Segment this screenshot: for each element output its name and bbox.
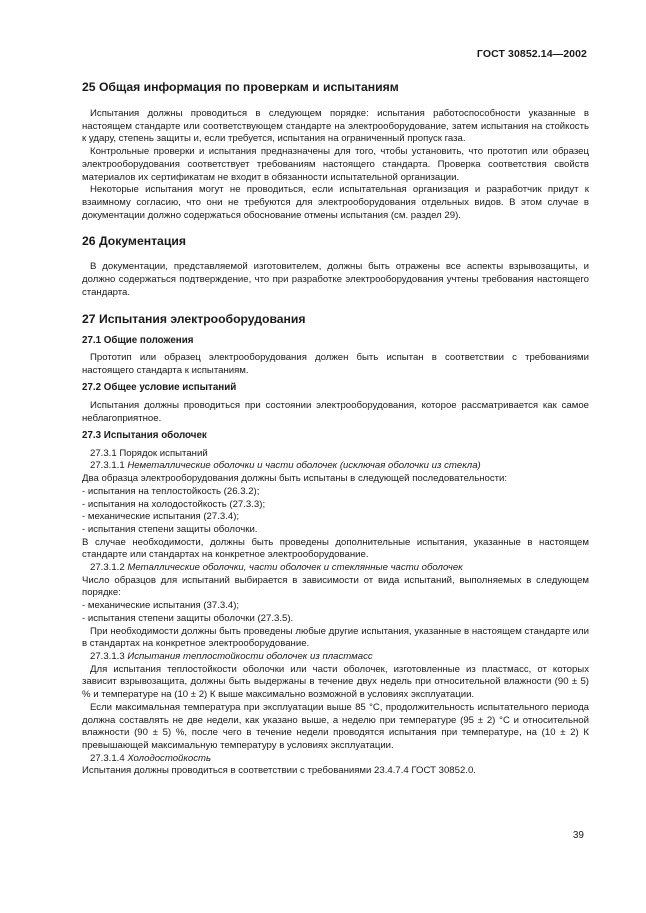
text-paragraph: Число образцов для испытаний выбирается в зависимости от вида испытаний, выполняемых в следующем порядке:	[82, 574, 589, 599]
list-item: - испытания на холодостойкость (27.3.3);	[82, 498, 266, 510]
clause-number: 27.3.1.3	[90, 651, 128, 662]
section-25-title: 25 Общая информация по проверкам и испытаниям	[82, 80, 399, 94]
text-paragraph: Для испытания теплостойкости оболочки или части оболочек, изготовленные из пластмасс, от которых зависит взрывозащита, должны быть выдержаны в течение двух недель при относительной влажности (90 ± 5) % и температуре на (10 ± 2) К выше максимально возможной в условиях эксплуатации.	[82, 663, 589, 701]
list-item: - испытания на теплостойкость (26.3.2);	[82, 485, 260, 497]
subsection-27-3-title: 27.3 Испытания оболочек	[82, 430, 207, 442]
clause-title: Металлические оболочки, части оболочек и стеклянные части оболочек	[127, 562, 463, 574]
clause-number: 27.3.1.2	[90, 562, 128, 574]
clause-27-3-1-4	[82, 753, 589, 766]
document-id-header: ГОСТ 30852.14—2002	[476, 48, 587, 60]
text-line: Испытания должны проводиться в соответствии с требованиями 23.4.7.4 ГОСТ 30852.0.	[82, 765, 476, 777]
subsection-27-2-paragraph: Испытания должны проводиться при состоянии электрооборудования, которое рассматривается как самое неблагоприятное.	[82, 399, 589, 424]
section-25-paragraph-3: Некоторые испытания могут не проводиться, если испытательная организация и разработчик придут к взаимному согласию, что они не требуются для электрооборудования отдельных видов. В этом случае в документации должно содержаться обоснование отмены испытания (см. раздел 29).	[82, 184, 589, 221]
section-25-paragraph-1: Испытания должны проводиться в следующем порядке: испытания работоспособности указанные в настоящем стандарте или соответствующем стандарте на электрооборудование, затем испытания на стойкость к удару, степень защиты и, если требуется, испытания на ограниченный пропуск газа.	[82, 108, 589, 145]
subsection-27-1-paragraph: Прототип или образец электрооборудования должен быть испытан в соответствии с требованиями настоящего стандарта к испытаниям.	[82, 351, 589, 376]
subsection-27-1-title: 27.1 Общие положения	[82, 335, 194, 347]
list-item: - механические испытания (37.3.4);	[82, 600, 240, 612]
clause-number: 27.3.1.4	[90, 752, 128, 764]
section-25-paragraph-2: Контрольные проверки и испытания предназначены для того, чтобы установить, что прототип или образец электрооборудования соответствует требованиям настоящего стандарта. Проверка соответствия свойств материалов их сертификатам не входит в обязанности испытательной организации.	[82, 146, 589, 183]
text-line: Два образца электрооборудования должны быть испытаны в следующей последовательности:	[82, 473, 508, 485]
text-paragraph: Если максимальная температура при эксплуатации выше 85 °С, продолжительность испытательного периода должна составлять не две недели, как указано выше, а неделю при температуре (95 ± 2) °С и относительной влажности (90 ± 5) %, после чего в течение недели проводятся испытания при температуре, на (10 ± 2) К превышающей максимальную температуру в условиях эксплуатации.	[82, 701, 589, 751]
clause-27-3-1-2	[82, 562, 589, 575]
clause-number: 27.3.1.1	[90, 460, 128, 472]
clause-title: Неметаллические оболочки и части оболочек (исключая оболочки из стекла)	[127, 460, 481, 472]
text-paragraph: В случае необходимости, должны быть проведены дополнительные испытания, указанные в настоящем стандарте или стандартах на конкретное электрооборудование.	[82, 536, 589, 561]
list-item: - механические испытания (27.3.4);	[82, 511, 240, 523]
clause-title: Холодостойкость	[127, 752, 212, 764]
list-item: - испытания степени защиты оболочки.	[82, 523, 258, 535]
page-number: 39	[572, 830, 584, 841]
section-26-paragraph-1: В документации, представляемой изготовителем, должны быть отражены все аспекты взрывозащиты, и должно содержаться подтверждение, что при разработке электрооборудования учтены требования настоящего стандарта.	[82, 261, 589, 298]
list-item: - испытания степени защиты оболочки (27.3.5).	[82, 612, 294, 624]
clause-27-3-1-3	[82, 651, 589, 664]
clause-title: Испытания теплостойкости оболочек из пластмасс	[127, 651, 373, 662]
clause-27-3-1: 27.3.1 Порядок испытаний	[90, 447, 208, 459]
page-content	[82, 80, 589, 778]
clause-27-3-1-1	[82, 460, 589, 473]
subsection-27-2-title: 27.2 Общее условие испытаний	[82, 382, 237, 394]
text-paragraph: При необходимости должны быть проведены любые другие испытания, указанные в настоящем стандарте или в стандартах на конкретное электрооборудование.	[82, 625, 589, 650]
section-26-title: 26 Документация	[82, 234, 186, 249]
section-27-title: 27 Испытания электрооборудования	[82, 312, 306, 327]
